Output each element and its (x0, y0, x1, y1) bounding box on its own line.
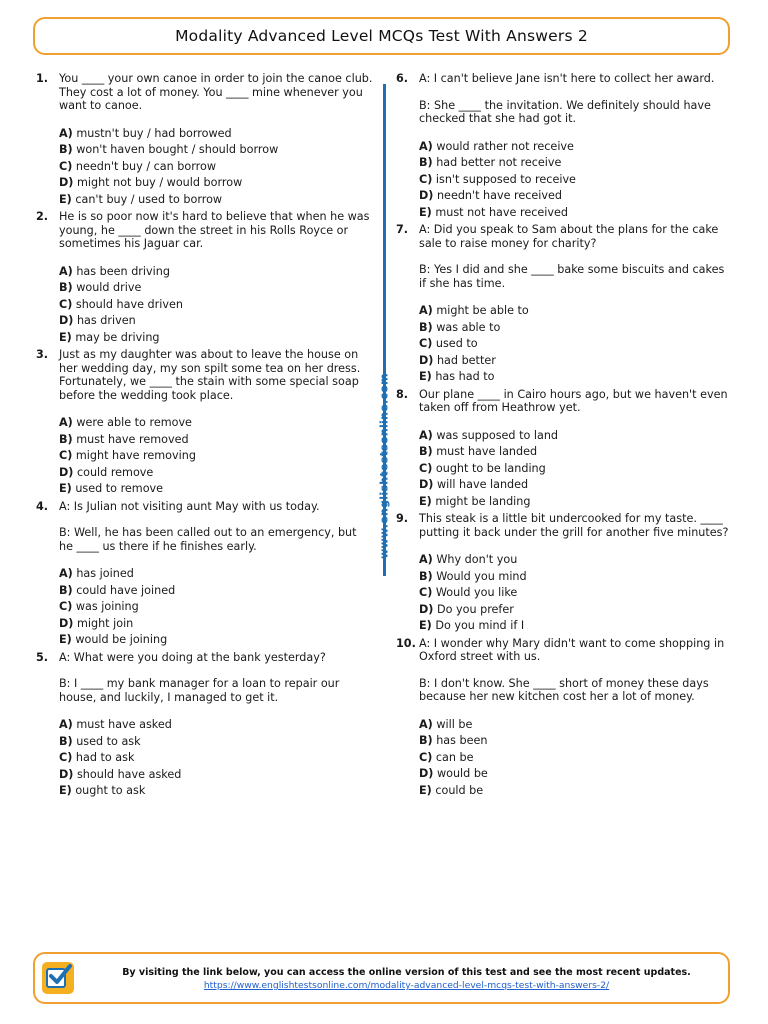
option-text: must not have received (435, 205, 568, 219)
answer-options (419, 717, 734, 800)
question-number: 9. (396, 512, 409, 525)
answer-option (59, 717, 374, 734)
answer-option (59, 313, 374, 330)
option-text: could remove (76, 465, 154, 479)
option-text: Do you mind if I (435, 619, 525, 632)
question-text: A: I can't believe Jane isn't here to collect her award. (419, 72, 715, 85)
answer-option (59, 767, 374, 784)
option-text: may be driving (75, 330, 160, 344)
option-letter: D) (419, 478, 434, 491)
answer-option (419, 766, 734, 783)
option-text: needn't have received (436, 189, 563, 202)
option-text: has been (436, 734, 488, 747)
answer-option (419, 494, 734, 511)
answer-option (59, 481, 374, 498)
answer-option (59, 465, 374, 482)
option-text: Would you mind (436, 569, 527, 583)
answer-option (419, 602, 734, 619)
answer-options (59, 566, 374, 649)
option-text: would rather not receive (436, 139, 574, 153)
page-title: Modality Advanced Level MCQs Test With Answers 2 (175, 27, 588, 45)
option-text: was supposed to land (436, 428, 559, 442)
answer-option (419, 320, 734, 337)
answer-options (59, 126, 374, 209)
question-text: B: I ____ my bank manager for a loan to repair our house, and luckily, I managed to get it. (59, 677, 340, 704)
site-watermark: www.englishtestsonline.com (377, 373, 391, 559)
question-text: A: What were you doing at the bank yesterday? (59, 650, 326, 664)
option-letter: E) (59, 192, 72, 206)
question-number: 2. (36, 210, 49, 223)
answer-option (419, 733, 734, 750)
option-letter: B) (59, 143, 73, 156)
option-letter: C) (59, 600, 73, 613)
answer-option (419, 750, 734, 767)
option-letter: D) (59, 314, 74, 327)
option-letter: A) (419, 428, 433, 442)
answer-option (59, 415, 374, 432)
answer-option (419, 717, 734, 734)
option-letter: B) (59, 583, 73, 597)
answer-option (419, 444, 734, 461)
question-9 (396, 512, 734, 635)
footer-box (33, 952, 730, 1004)
right-column (396, 72, 734, 801)
option-text: has been driving (76, 264, 170, 278)
answer-option (59, 142, 374, 159)
option-letter: D) (419, 189, 434, 202)
answer-option (59, 192, 374, 209)
answer-option (419, 155, 734, 172)
question-text: B: Yes I did and she ____ bake some biscuits and cakes if she has time. (419, 263, 725, 290)
option-text: Would you like (435, 586, 518, 599)
question-text: A: I wonder why Mary didn't want to come shopping in Oxford street with us. (419, 636, 725, 663)
answer-options (419, 303, 734, 386)
question-2 (36, 210, 374, 346)
question-text: This steak is a little bit undercooked for my taste. ____ putting it back under the grill for another five minutes? (419, 512, 729, 539)
option-text: would drive (76, 281, 142, 294)
option-text: must have landed (436, 445, 538, 458)
answer-options (419, 552, 734, 635)
question-1 (36, 72, 374, 208)
option-letter: B) (59, 432, 73, 446)
option-text: had better not receive (436, 156, 562, 169)
option-letter: A) (59, 264, 73, 278)
question-7 (396, 223, 734, 386)
answer-option (419, 188, 734, 205)
answer-option (59, 632, 374, 649)
answer-option (59, 616, 374, 633)
question-text: Our plane ____ in Cairo hours ago, but we haven't even taken off from Heathrow yet. (419, 387, 728, 414)
option-text: might join (76, 616, 134, 630)
question-number: 8. (396, 387, 409, 401)
answer-option (419, 569, 734, 586)
option-letter: A) (419, 139, 433, 153)
option-text: used to remove (75, 482, 164, 495)
question-number: 7. (396, 223, 409, 236)
option-text: mustn't buy / had borrowed (76, 126, 232, 140)
answer-option (59, 432, 374, 449)
option-letter: C) (419, 461, 433, 475)
question-text: B: I don't know. She ____ short of money these days because her new kitchen cost her a lot of money. (419, 676, 709, 703)
answer-option (59, 448, 374, 465)
title-box (33, 17, 730, 55)
option-letter: E) (419, 494, 432, 508)
question-text: Just as my daughter was about to leave the house on her wedding day, my son spilt some tea on her dress. Fortunately, we ____ the stain with some special soap before the wedding took place. (59, 348, 361, 402)
footer-link[interactable]: https://www.englishtestsonline.com/modality-advanced-level-mcqs-test-with-answers-2/ (203, 980, 610, 991)
question-text: B: Well, he has been called out to an emergency, but he ____ us there if he finishes early. (59, 526, 357, 553)
option-letter: E) (59, 633, 72, 646)
answer-option (419, 172, 734, 189)
option-text: isn't supposed to receive (435, 172, 576, 186)
answer-option (59, 599, 374, 616)
option-text: Do you prefer (436, 602, 514, 616)
option-text: was joining (75, 600, 139, 613)
answer-option (59, 734, 374, 751)
answer-option (419, 618, 734, 635)
answer-option (419, 139, 734, 156)
option-letter: B) (419, 569, 433, 583)
answer-option (59, 330, 374, 347)
option-letter: A) (59, 416, 73, 429)
answer-option (59, 264, 374, 281)
option-text: might have removing (75, 449, 196, 462)
option-letter: E) (419, 370, 432, 383)
option-letter: B) (59, 281, 73, 294)
option-letter: A) (419, 304, 433, 317)
answer-option (59, 583, 374, 600)
answer-options (59, 264, 374, 347)
option-text: might be landing (435, 494, 531, 508)
option-letter: D) (59, 465, 74, 479)
question-text: A: Did you speak to Sam about the plans for the cake sale to raise money for charity? (419, 223, 719, 250)
option-text: might not buy / would borrow (76, 176, 243, 189)
option-letter: C) (419, 586, 433, 599)
checkbox-icon (42, 962, 74, 994)
question-text: A: Is Julian not visiting aunt May with us today. (59, 499, 320, 513)
footer-text (95, 966, 718, 992)
answer-option (419, 336, 734, 353)
question-number: 4. (36, 499, 49, 513)
question-text: B: She ____ the invitation. We definitely should have checked that she had got it. (419, 98, 711, 125)
option-letter: C) (59, 449, 73, 462)
option-text: Why don't you (436, 553, 518, 566)
option-letter: E) (419, 619, 432, 632)
option-letter: E) (419, 783, 432, 797)
option-text: won't haven bought / should borrow (76, 143, 279, 156)
answer-option (59, 126, 374, 143)
option-text: could be (435, 783, 484, 797)
answer-option (419, 303, 734, 320)
option-letter: D) (419, 353, 434, 367)
answer-option (419, 585, 734, 602)
option-letter: D) (59, 616, 74, 630)
answer-options (59, 415, 374, 498)
option-text: ought to ask (75, 784, 146, 797)
option-text: ought to be landing (435, 461, 546, 475)
answer-options (419, 428, 734, 511)
option-letter: B) (419, 734, 433, 747)
option-letter: E) (59, 784, 72, 797)
option-letter: A) (419, 553, 433, 566)
question-10 (396, 637, 734, 800)
option-text: must have removed (76, 432, 189, 446)
answer-option (59, 566, 374, 583)
option-letter: E) (59, 482, 72, 495)
question-number: 5. (36, 650, 49, 664)
option-letter: D) (419, 602, 434, 616)
option-text: can't buy / used to borrow (75, 192, 223, 206)
option-text: had better (436, 353, 496, 367)
option-text: must have asked (76, 718, 172, 731)
option-text: would be joining (75, 633, 168, 646)
option-letter: A) (419, 717, 433, 731)
question-3 (36, 348, 374, 498)
answer-option (419, 428, 734, 445)
option-letter: E) (419, 205, 432, 219)
option-letter: D) (59, 767, 74, 781)
option-text: were able to remove (76, 416, 192, 429)
option-letter: B) (419, 156, 433, 169)
answer-option (419, 783, 734, 800)
option-letter: B) (59, 734, 73, 748)
option-text: has driven (76, 314, 136, 327)
option-letter: A) (59, 126, 73, 140)
answer-option (59, 297, 374, 314)
option-letter: D) (59, 176, 74, 189)
option-letter: C) (59, 159, 73, 173)
question-text: You ____ your own canoe in order to join the canoe club. They cost a lot of money. You ____ mine whenever you want to canoe. (59, 72, 373, 112)
option-letter: C) (59, 297, 73, 311)
question-number: 10. (396, 636, 416, 650)
question-number: 3. (36, 348, 49, 361)
answer-option (59, 280, 374, 297)
option-text: had to ask (75, 751, 135, 764)
option-letter: C) (419, 750, 433, 764)
option-letter: D) (419, 767, 434, 780)
option-letter: C) (59, 751, 73, 764)
footer-notice: By visiting the link below, you can access the online version of this test and see the most recent updates. (122, 967, 691, 978)
answer-option (419, 205, 734, 222)
option-text: will have landed (436, 478, 529, 491)
option-text: has joined (76, 567, 134, 580)
left-column (36, 72, 374, 802)
option-text: will be (436, 717, 473, 731)
option-letter: B) (419, 445, 433, 458)
option-letter: B) (419, 320, 433, 334)
answer-option (419, 477, 734, 494)
answer-options (59, 717, 374, 800)
option-text: would be (436, 767, 488, 780)
option-text: needn't buy / can borrow (75, 159, 217, 173)
answer-option (419, 369, 734, 386)
option-letter: A) (59, 567, 73, 580)
option-text: used to (435, 337, 478, 350)
question-number: 1. (36, 72, 49, 85)
answer-option (419, 552, 734, 569)
option-text: used to ask (76, 734, 141, 748)
question-text: He is so poor now it's hard to believe that when he was young, he ____ down the street in his Rolls Royce or sometimes his Jaguar car. (59, 210, 370, 250)
option-text: was able to (436, 320, 501, 334)
question-6 (396, 72, 734, 221)
question-number: 6. (396, 72, 409, 85)
answer-option (59, 175, 374, 192)
option-letter: E) (59, 330, 72, 344)
option-text: should have asked (76, 767, 182, 781)
question-8 (396, 388, 734, 511)
option-text: should have driven (75, 297, 183, 311)
option-text: could have joined (76, 583, 176, 597)
question-4 (36, 500, 374, 649)
answer-option (59, 750, 374, 767)
answer-option (419, 353, 734, 370)
answer-options (419, 139, 734, 222)
option-letter: C) (419, 172, 433, 186)
option-text: might be able to (436, 304, 529, 317)
option-letter: C) (419, 337, 433, 350)
answer-option (59, 159, 374, 176)
option-letter: A) (59, 718, 73, 731)
option-text: can be (435, 750, 474, 764)
question-5 (36, 651, 374, 800)
answer-option (59, 783, 374, 800)
answer-option (419, 461, 734, 478)
option-text: has had to (435, 370, 495, 383)
